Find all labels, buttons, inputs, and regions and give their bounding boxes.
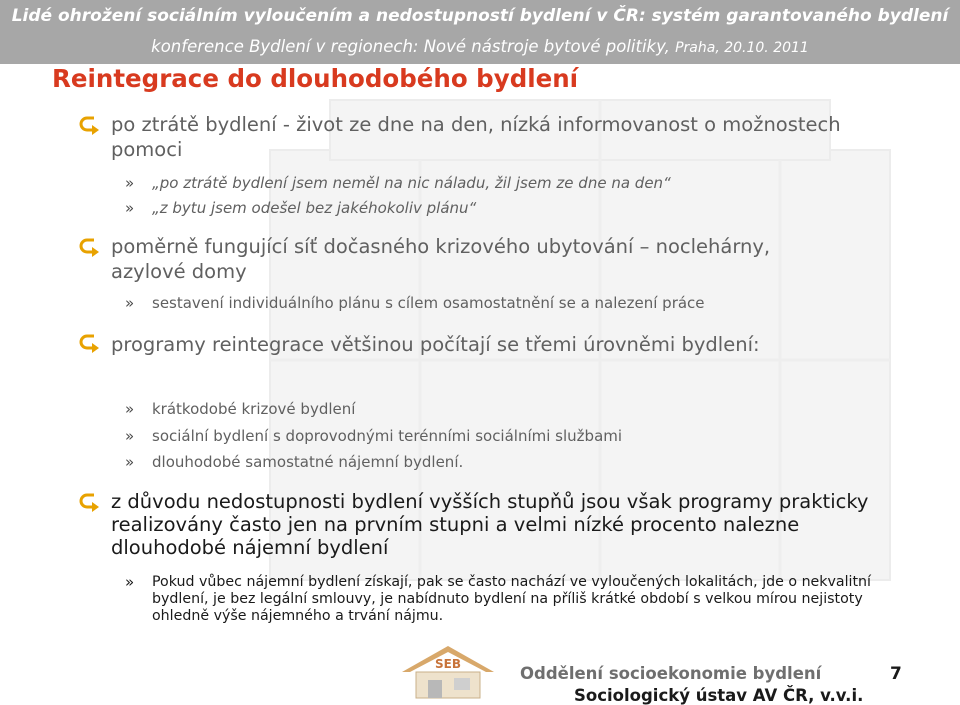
footer-department: Oddělení socioekonomie bydlení — [520, 664, 822, 683]
sub-marker: » — [125, 400, 135, 418]
curved-arrow-icon — [78, 235, 100, 257]
conference-name: konference Bydlení v regionech: Nové nástroje bytové politiky, — [151, 37, 676, 56]
conference-date: Praha, 20.10. 2011 — [675, 40, 809, 56]
list-item: Pokud vůbec nájemní bydlení získají, pak se často nachází ve vyloučených lokalitách, jde o nekvalitní bydlení, je bez legální smlouvy, je nabídnuto bydlení na příliš krátké období s velkou mírou nejistoty ohledně výše nájemného a trvání nájmu. — [152, 574, 871, 624]
list-item: sociální bydlení s doprovodnými terénními sociálními službami — [152, 427, 623, 445]
page-number: 7 — [890, 664, 902, 684]
header-title: Lidé ohrožení sociálním vyloučením a nedostupností bydlení v ČR: systém garantovaného bydlení — [11, 6, 949, 26]
list-item: dlouhodobé samostatné nájemní bydlení. — [152, 453, 464, 471]
header-bar — [0, 0, 960, 64]
bullet-text: poměrně fungující síť dočasného krizového ubytování – noclehárny, azylové domy — [111, 235, 771, 283]
sub-marker: » — [125, 427, 135, 445]
list-item: sestavení individuálního plánu s cílem osamostatnění se a nalezení práce — [152, 294, 705, 312]
footer-institute: Sociologický ústav AV ČR, v.v.i. — [574, 686, 864, 705]
logo-text: SEB — [435, 657, 461, 671]
slide-title: Reintegrace do dlouhodobého bydlení — [52, 64, 579, 93]
sub-marker: » — [125, 199, 135, 217]
curved-arrow-icon — [78, 113, 100, 135]
house-logo-icon — [394, 642, 502, 702]
sub-marker: » — [125, 294, 135, 312]
sub-marker: » — [125, 453, 135, 471]
sub-marker: » — [125, 573, 135, 591]
curved-arrow-icon — [78, 490, 100, 512]
list-item: krátkodobé krizové bydlení — [152, 400, 356, 418]
bullet-text: z důvodu nedostupnosti bydlení vyšších stupňů jsou však programy prakticky realizovány často jen na prvním stupni a velmi nízké procento nalezne dlouhodobé nájemní bydlení — [111, 490, 869, 559]
quote-item: „po ztrátě bydlení jsem neměl na nic náladu, žil jsem ze dne na den“ — [152, 174, 671, 192]
quote-item: „z bytu jsem odešel bez jakéhokoliv plánu“ — [152, 199, 477, 217]
bullet-text: programy reintegrace většinou počítají se třemi úrovněmi bydlení: — [111, 333, 760, 356]
sub-marker: » — [125, 174, 135, 192]
curved-arrow-icon — [78, 331, 100, 353]
bullet-text: po ztrátě bydlení - život ze dne na den, nízká informovanost o možnostech pomoci — [111, 113, 841, 161]
header-subtitle — [0, 37, 960, 56]
